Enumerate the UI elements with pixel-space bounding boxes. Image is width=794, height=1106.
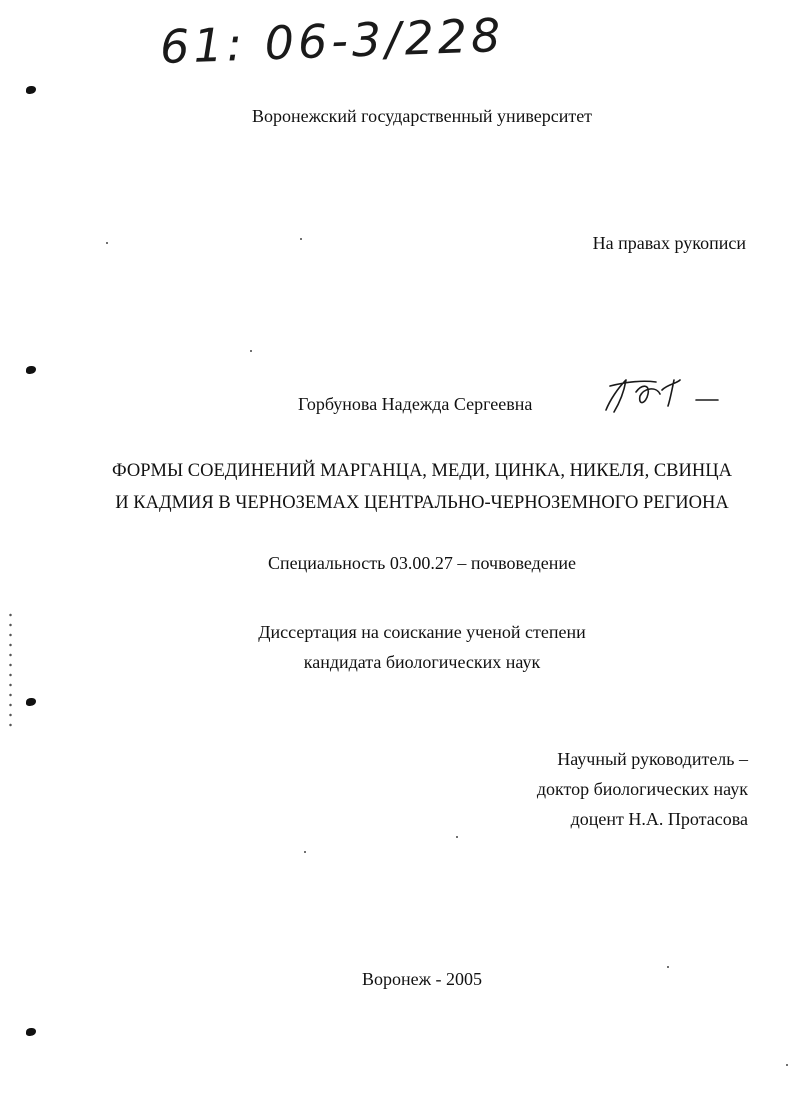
scan-speck [300,238,302,240]
scan-mark [26,698,36,706]
university-name: Воронежский государственный университет [251,106,593,126]
title-line: И КАДМИЯ В ЧЕРНОЗЕМАХ ЦЕНТРАЛЬНО-ЧЕРНОЗЕМНОГО РЕГИОНА [115,493,729,513]
degree-line: кандидата биологических наук [303,652,541,672]
supervisor-block [537,744,748,834]
archive-code: 61: 06-3/228 [159,8,506,74]
supervisor-line: доктор биологических наук [536,779,748,799]
rights-note: На правах рукописи [592,233,746,253]
scan-mark [26,366,36,374]
scan-speck [456,836,458,838]
supervisor-line: Научный руководитель – [557,749,748,769]
scan-mark [26,1028,36,1036]
scan-speck [250,350,252,352]
author-name: Горбунова Надежда Сергеевна [298,394,533,414]
degree-line: Диссертация на соискание ученой степени [258,622,586,642]
supervisor-line: доцент Н.А. Протасова [570,809,748,829]
scan-speck [106,242,108,244]
dissertation-title [0,455,794,519]
scan-speck [786,1064,788,1066]
title-line: ФОРМЫ СОЕДИНЕНИЙ МАРГАНЦА, МЕДИ, ЦИНКА, НИКЕЛЯ, СВИНЦА [112,461,732,481]
scan-mark [26,86,36,94]
signature [596,370,726,420]
scan-speck [304,851,306,853]
specialty: Специальность 03.00.27 – почвоведение [267,553,577,573]
degree-statement [0,617,794,677]
city-year: Воронеж - 2005 [361,969,483,989]
